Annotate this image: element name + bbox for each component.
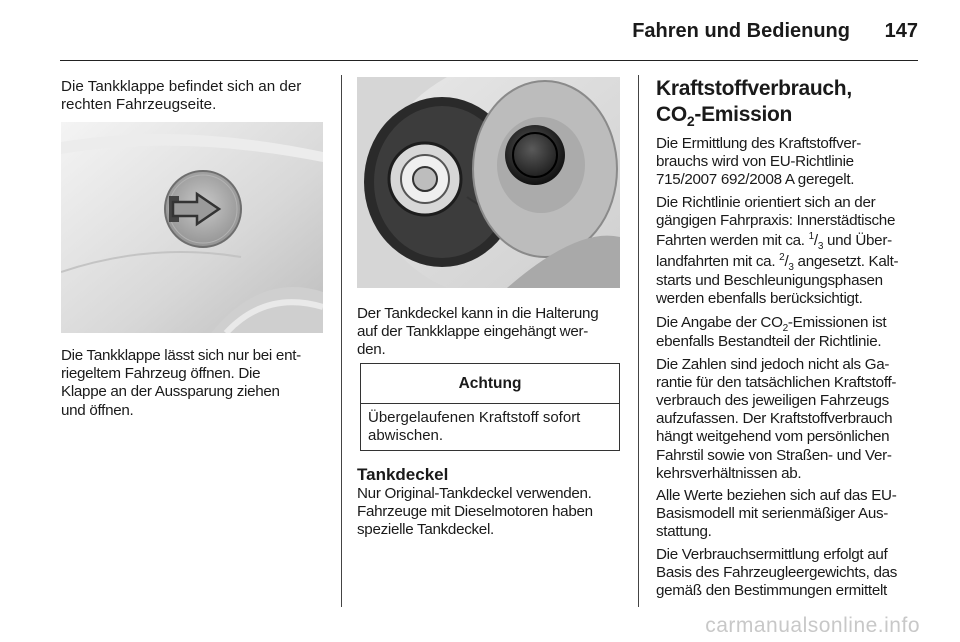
- watermark-text: carmanualsonline.info: [705, 614, 920, 637]
- fuel-cap-open-image: [357, 77, 620, 288]
- page-number: 147: [884, 20, 918, 42]
- fuel-flap-closed-illustration: [61, 122, 323, 333]
- fuel-flap-instructions: Die Tankklappe lässt sich nur bei ent- riegeltem Fahrzeug öffnen. Die Klappe an der Aussparung ziehen und öffnen.: [61, 347, 301, 419]
- caution-title: Achtung: [361, 364, 619, 404]
- fuel-consumption-section: [656, 76, 936, 600]
- paragraph-curb-weight: Die Verbrauchsermittlung erfolgt auf Basis des Fahrzeugleergewichts, das gemäß den Bestimmungen ermittelt: [656, 545, 898, 600]
- caution-box: [360, 363, 620, 451]
- column-divider-1: [341, 75, 342, 607]
- paragraph-co2-emission: Die Angabe der $CO_2$-Emissionen ist ebenfalls Bestandteil der Richtlinie.: [656, 314, 887, 351]
- fuel-cap-holder-paragraph: Der Tankdeckel kann in die Halterung auf der Tankklappe eingehängt wer- den.: [357, 305, 599, 359]
- paragraph-driving-practice: Die Richtlinie orientiert sich an der gängigen Fahrpraxis: Innerstädtische Fahrten werden mit ca. $^1/_3$ und Über- landfahrten mit ca. $^2/_3$ angesetzt. Kalt- starts und Beschleunigungsphasen werden ebenfalls berücksichtigt.: [656, 193, 899, 308]
- paragraph-no-guarantee: Die Zahlen sind jedoch nicht als Ga- rantie für den tatsächlichen Kraftstoff- verbrauch des jeweiligen Fahrzeugs aufzufassen. Der Kraftstoffverbrauch hängt weitgehend vom persönlichen Fahrstil sowie von Straßen- und Ver- kehrsverhältnissen ab.: [656, 355, 897, 482]
- fuel-flap-closed-image: [61, 122, 323, 333]
- running-header-title: Fahren und Bedienung: [632, 20, 850, 42]
- paragraph-base-model: Alle Werte beziehen sich auf das EU- Basismodell mit serienmäßiger Aus- stattung.: [656, 487, 897, 541]
- header-rule: [60, 60, 918, 61]
- column-divider-2: [638, 75, 639, 607]
- fuel-cap-open-illustration: [357, 77, 620, 288]
- paragraph-regulation: Die Ermittlung des Kraftstoffver- brauchs wird von EU-Richtlinie 715/2007 692/2008 A geregelt.: [656, 135, 862, 189]
- caution-text: Übergelaufenen Kraftstoff sofort abwischen.: [368, 409, 581, 444]
- intro-paragraph: Die Tankklappe befindet sich an der rechten Fahrzeugseite.: [61, 78, 302, 114]
- section-title-tankdeckel: Tankdeckel: [357, 465, 449, 484]
- section-heading: Kraftstoffverbrauch, $CO_2$-Emission: [656, 77, 852, 130]
- fuel-cap-section: Tankdeckel Nur Original-Tankdeckel verwenden. Fahrzeuge mit Dieselmotoren haben spezielle Tankdeckel.: [357, 465, 632, 540]
